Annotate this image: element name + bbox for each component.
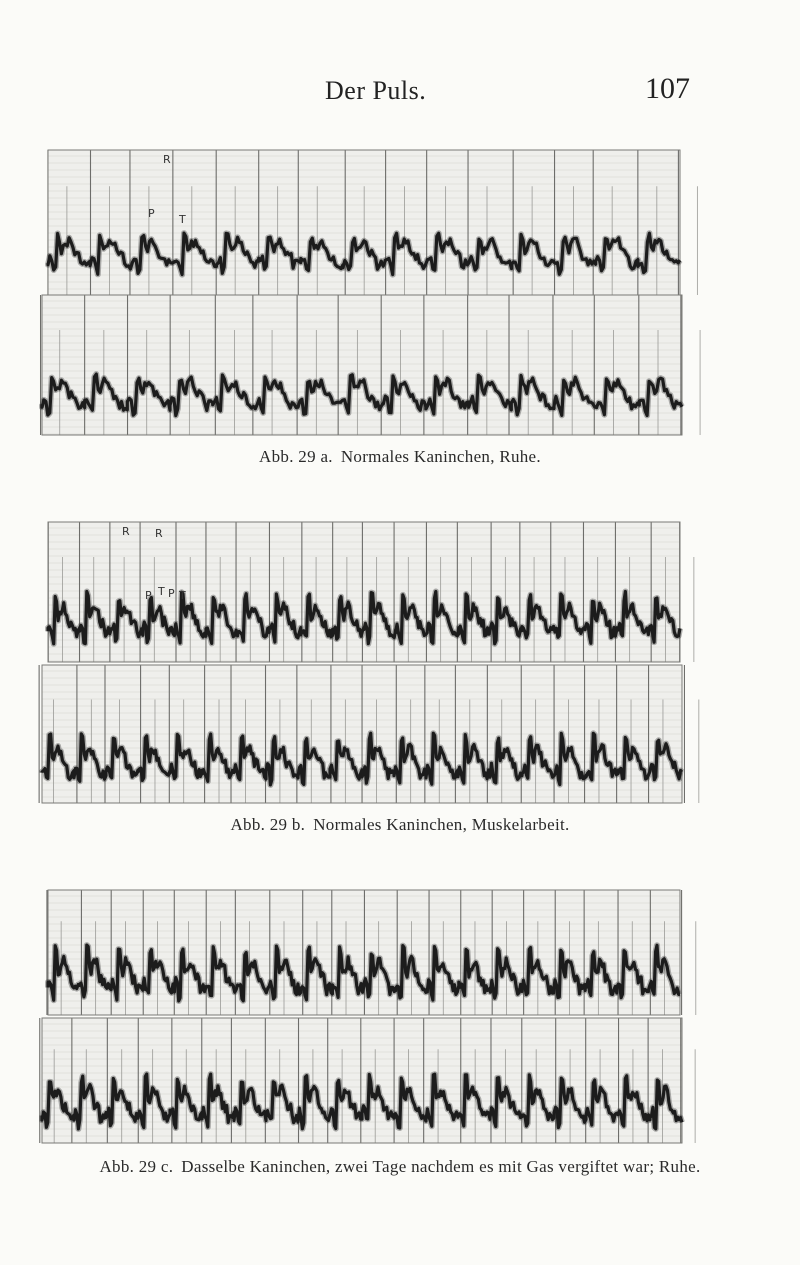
figure-29b (0, 517, 800, 837)
trace-strip-lower (40, 1018, 695, 1143)
wave-marker-label: P (145, 589, 152, 602)
wave-marker-label: R (155, 527, 163, 540)
figure-label: Abb. 29 b. (230, 815, 306, 834)
wave-marker-label: R (163, 153, 171, 166)
trace-strip-lower (39, 665, 699, 803)
figure-caption (0, 447, 800, 467)
ecg-trace-29b (0, 517, 800, 807)
trace-strip-lower (41, 295, 701, 435)
figure-label: Abb. 29 c. (99, 1157, 174, 1176)
figure-29c (0, 885, 800, 1190)
trace-strip-upper (48, 150, 697, 295)
page-number: 107 (645, 72, 690, 105)
wave-marker-label: P (148, 207, 155, 220)
figure-29a (0, 145, 800, 475)
wave-marker-label: R (122, 525, 130, 538)
trace-strip-upper (47, 890, 696, 1015)
running-head-title: Der Puls. (325, 76, 427, 105)
wave-marker-label: T (158, 585, 165, 598)
figure-caption-text: Dasselbe Kaninchen, zwei Tage nachdem es mit Gas vergiftet war; Ruhe. (181, 1157, 701, 1176)
figure-caption-text: Normales Kaninchen, Ruhe. (340, 447, 541, 466)
wave-marker-label: T (179, 213, 186, 226)
ecg-trace-29c (0, 885, 800, 1145)
ecg-trace-29a (0, 145, 800, 440)
figure-caption (0, 1157, 800, 1177)
figure-label: Abb. 29 a. (259, 447, 333, 466)
figure-caption (0, 815, 800, 835)
wave-marker-label: P (168, 587, 175, 600)
figure-caption-text: Normales Kaninchen, Muskelarbeit. (313, 815, 570, 834)
running-head (0, 70, 800, 110)
wave-marker-label: T (179, 589, 186, 602)
